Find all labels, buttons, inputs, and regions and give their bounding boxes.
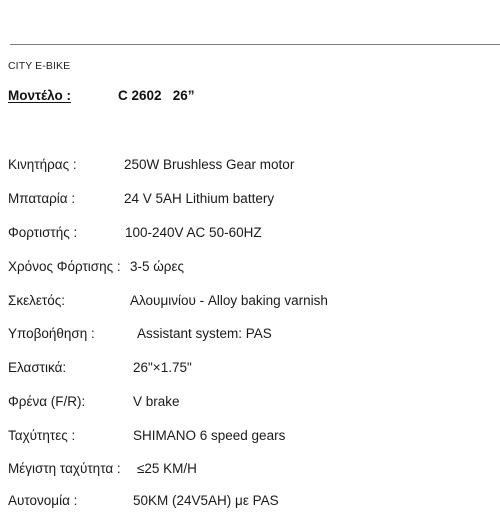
spec-value: 24 V 5AH Lithium battery (124, 191, 275, 206)
spec-row-range (0, 493, 500, 513)
spec-label: Ταχύτητες : (8, 428, 76, 443)
spec-row-motor (0, 157, 500, 177)
model-value: C 2602 26” (118, 88, 195, 103)
spec-value: SHIMANO 6 speed gears (133, 428, 286, 443)
spec-row-gears (0, 428, 500, 448)
spec-label: Χρόνος Φόρτισης : (8, 259, 121, 274)
top-divider (10, 44, 500, 45)
model-label: Μοντέλο : (8, 88, 71, 103)
spec-label: Υποβοήθηση : (8, 326, 95, 341)
spec-row-assist (0, 326, 500, 346)
spec-value: V brake (133, 394, 180, 409)
spec-row-battery (0, 191, 500, 211)
spec-value: ≤25 KM/H (137, 461, 197, 476)
spec-label: Σκελετός: (8, 293, 65, 308)
spec-label: Φορτιστής : (8, 225, 78, 240)
spec-label: Φρένα (F/R): (8, 394, 86, 409)
spec-row-brakes (0, 394, 500, 414)
spec-row-frame (0, 293, 500, 313)
spec-label: Αυτονομία : (8, 493, 78, 508)
spec-label: Ελαστικά: (8, 360, 67, 375)
spec-row-charger (0, 225, 500, 245)
spec-value: 26"×1.75" (133, 360, 192, 375)
spec-value: 50KM (24V5AH) με PAS (133, 493, 279, 508)
spec-label: Μέγιστη ταχύτητα : (8, 461, 121, 476)
spec-row-max-speed (0, 461, 500, 481)
category-heading: CITY E-BIKE (8, 60, 71, 72)
spec-row-tires (0, 360, 500, 380)
spec-value: 3-5 ώρες (130, 259, 185, 274)
spec-label: Μπαταρία : (8, 191, 76, 206)
spec-value: 250W Brushless Gear motor (124, 157, 295, 172)
spec-row-charging-time (0, 259, 500, 279)
spec-value: Assistant system: PAS (137, 326, 272, 341)
spec-value: 100-240V AC 50-60HZ (125, 225, 262, 240)
spec-label: Κινητήρας : (8, 157, 77, 172)
spec-value: Αλουμινίου - Alloy baking varnish (130, 293, 328, 308)
